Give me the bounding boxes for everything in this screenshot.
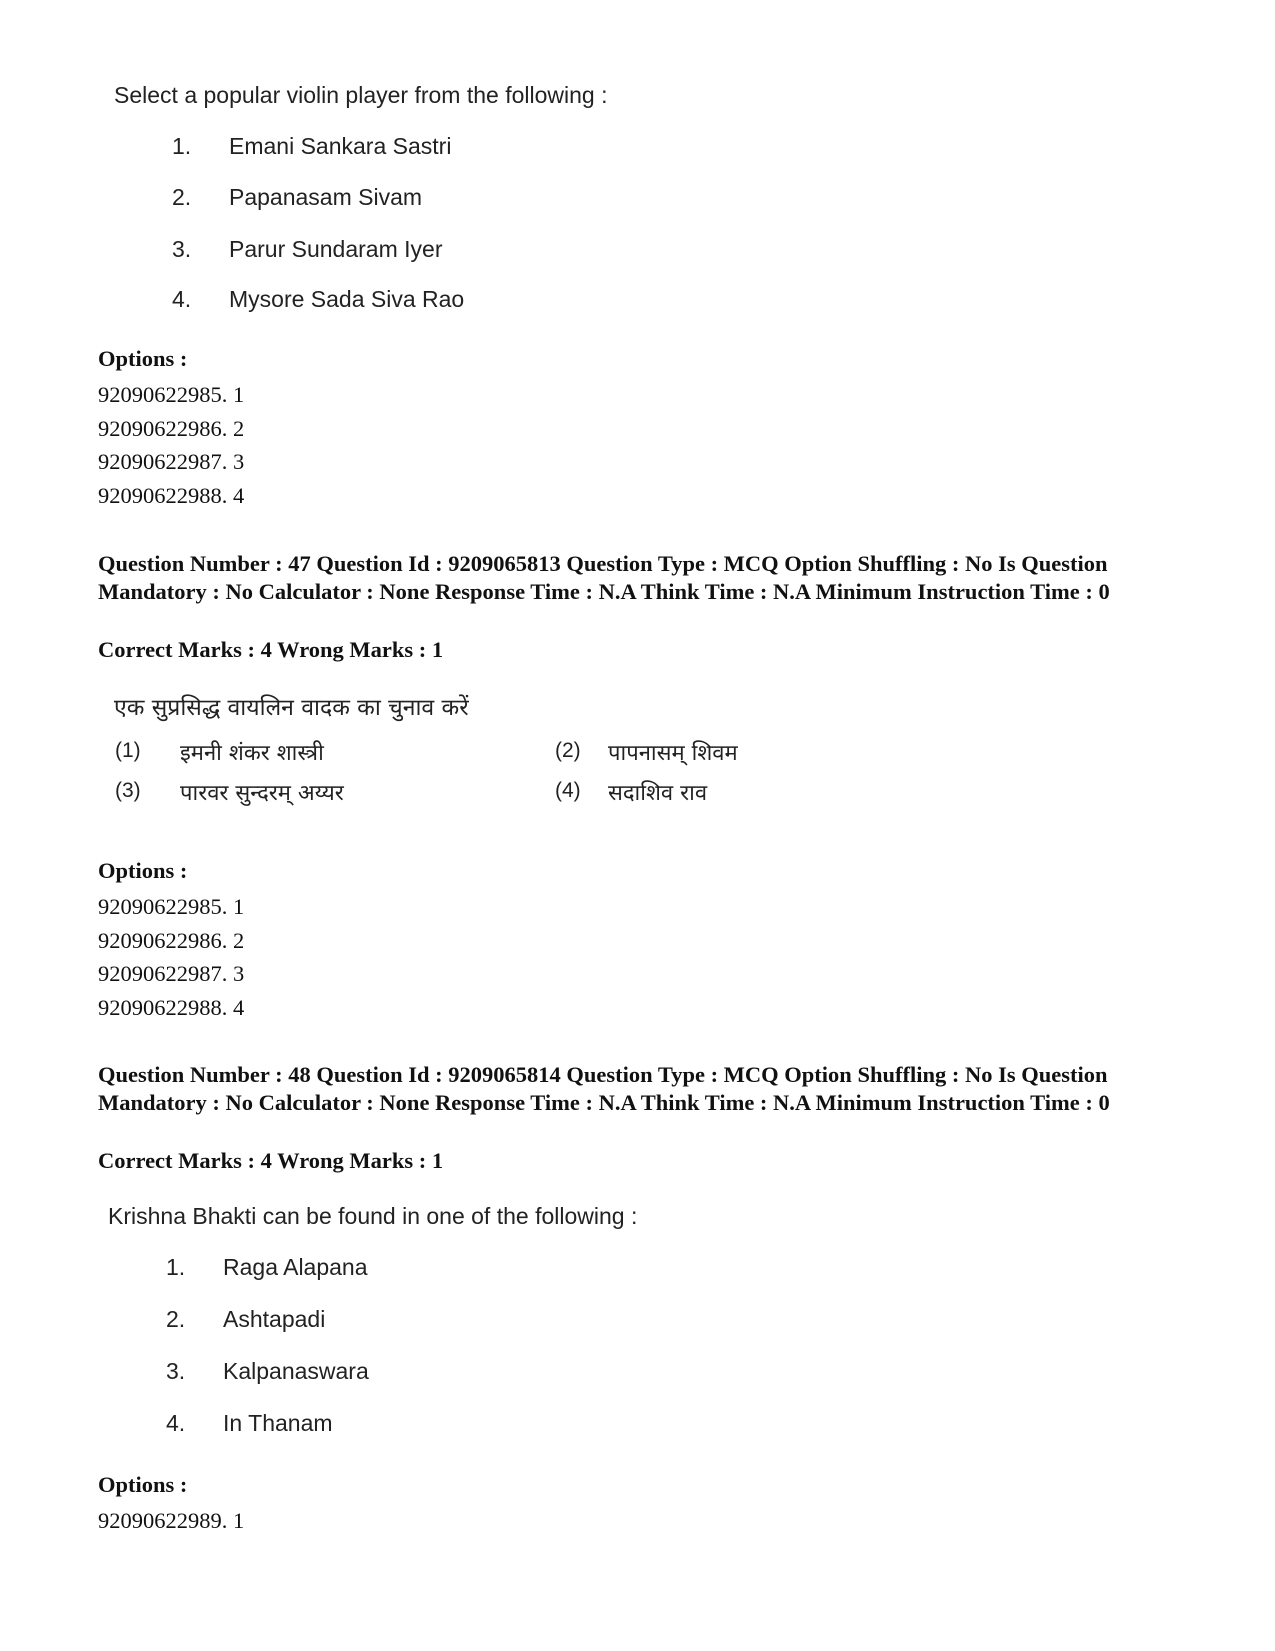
choice-text: सदाशिव राव — [608, 781, 708, 806]
option-row: 92090622986. 2 — [98, 927, 245, 953]
options-heading: Options : — [98, 346, 188, 371]
options-heading: Options : — [98, 1472, 188, 1497]
option-row: 92090622988. 4 — [98, 482, 245, 508]
choice-number: 1. — [166, 1254, 186, 1280]
choice-text: Raga Alapana — [223, 1254, 368, 1280]
choice-number: 4. — [166, 1410, 186, 1436]
choice-text: Ashtapadi — [223, 1306, 326, 1332]
question-47-meta: Question Number : 47 Question Id : 9209065813 Question Type : MCQ Option Shuffling : No Is Question Mandatory : No Calculator : None Response Time : N.A Think Time : N.A Minimum Instruction Time : 0 — [98, 551, 1110, 604]
choice-number: (2) — [555, 739, 581, 762]
question-47-marks: Correct Marks : 4 Wrong Marks : 1 — [98, 637, 444, 662]
choice-number: 3. — [166, 1358, 186, 1384]
choice-number: 4. — [172, 286, 192, 312]
question-46-stem: Select a popular violin player from the following : — [114, 82, 608, 108]
question-48-marks: Correct Marks : 4 Wrong Marks : 1 — [98, 1148, 444, 1173]
choice-text: Mysore Sada Siva Rao — [229, 286, 465, 312]
options-list — [98, 890, 244, 1024]
question-48-stem: Krishna Bhakti can be found in one of the following : — [108, 1203, 638, 1229]
choice-number: (1) — [115, 739, 141, 762]
option-row: 92090622985. 1 — [98, 382, 245, 407]
choice-text: Parur Sundaram Iyer — [229, 236, 443, 262]
option-row: 92090622989. 1 — [98, 1508, 245, 1533]
choice-number: 1. — [172, 133, 192, 159]
question-47-stem-hindi: एक सुप्रसिद्ध वायलिन वादक का चुनाव करें — [114, 695, 469, 721]
option-row: 92090622988. 4 — [98, 994, 245, 1020]
choice-number: (3) — [115, 779, 141, 802]
choice-text: पापनासम् शिवम — [608, 741, 738, 766]
choice-number: 2. — [172, 184, 192, 210]
choice-number: (4) — [555, 779, 581, 802]
choice-text: Papanasam Sivam — [229, 184, 423, 210]
option-row: 92090622987. 3 — [98, 449, 245, 474]
choice-text: Kalpanaswara — [223, 1358, 369, 1384]
choice-text: In Thanam — [223, 1410, 333, 1436]
choice-number: 2. — [166, 1306, 186, 1332]
choice-text: पारवर सुन्दरम् अय्यर — [180, 781, 344, 806]
choice-text: इमनी शंकर शास्त्री — [180, 741, 324, 766]
question-48-meta: Question Number : 48 Question Id : 9209065814 Question Type : MCQ Option Shuffling : No Is Question Mandatory : No Calculator : None Response Time : N.A Think Time : N.A Minimum Instruction Time : 0 — [98, 1062, 1110, 1115]
options-list — [98, 1504, 244, 1538]
choice-number: 3. — [172, 236, 192, 262]
options-heading: Options : — [98, 858, 188, 883]
choice-text: Emani Sankara Sastri — [229, 133, 452, 159]
options-list — [98, 378, 244, 512]
option-row: 92090622985. 1 — [98, 894, 245, 919]
option-row: 92090622986. 2 — [98, 415, 245, 441]
option-row: 92090622987. 3 — [98, 961, 245, 986]
